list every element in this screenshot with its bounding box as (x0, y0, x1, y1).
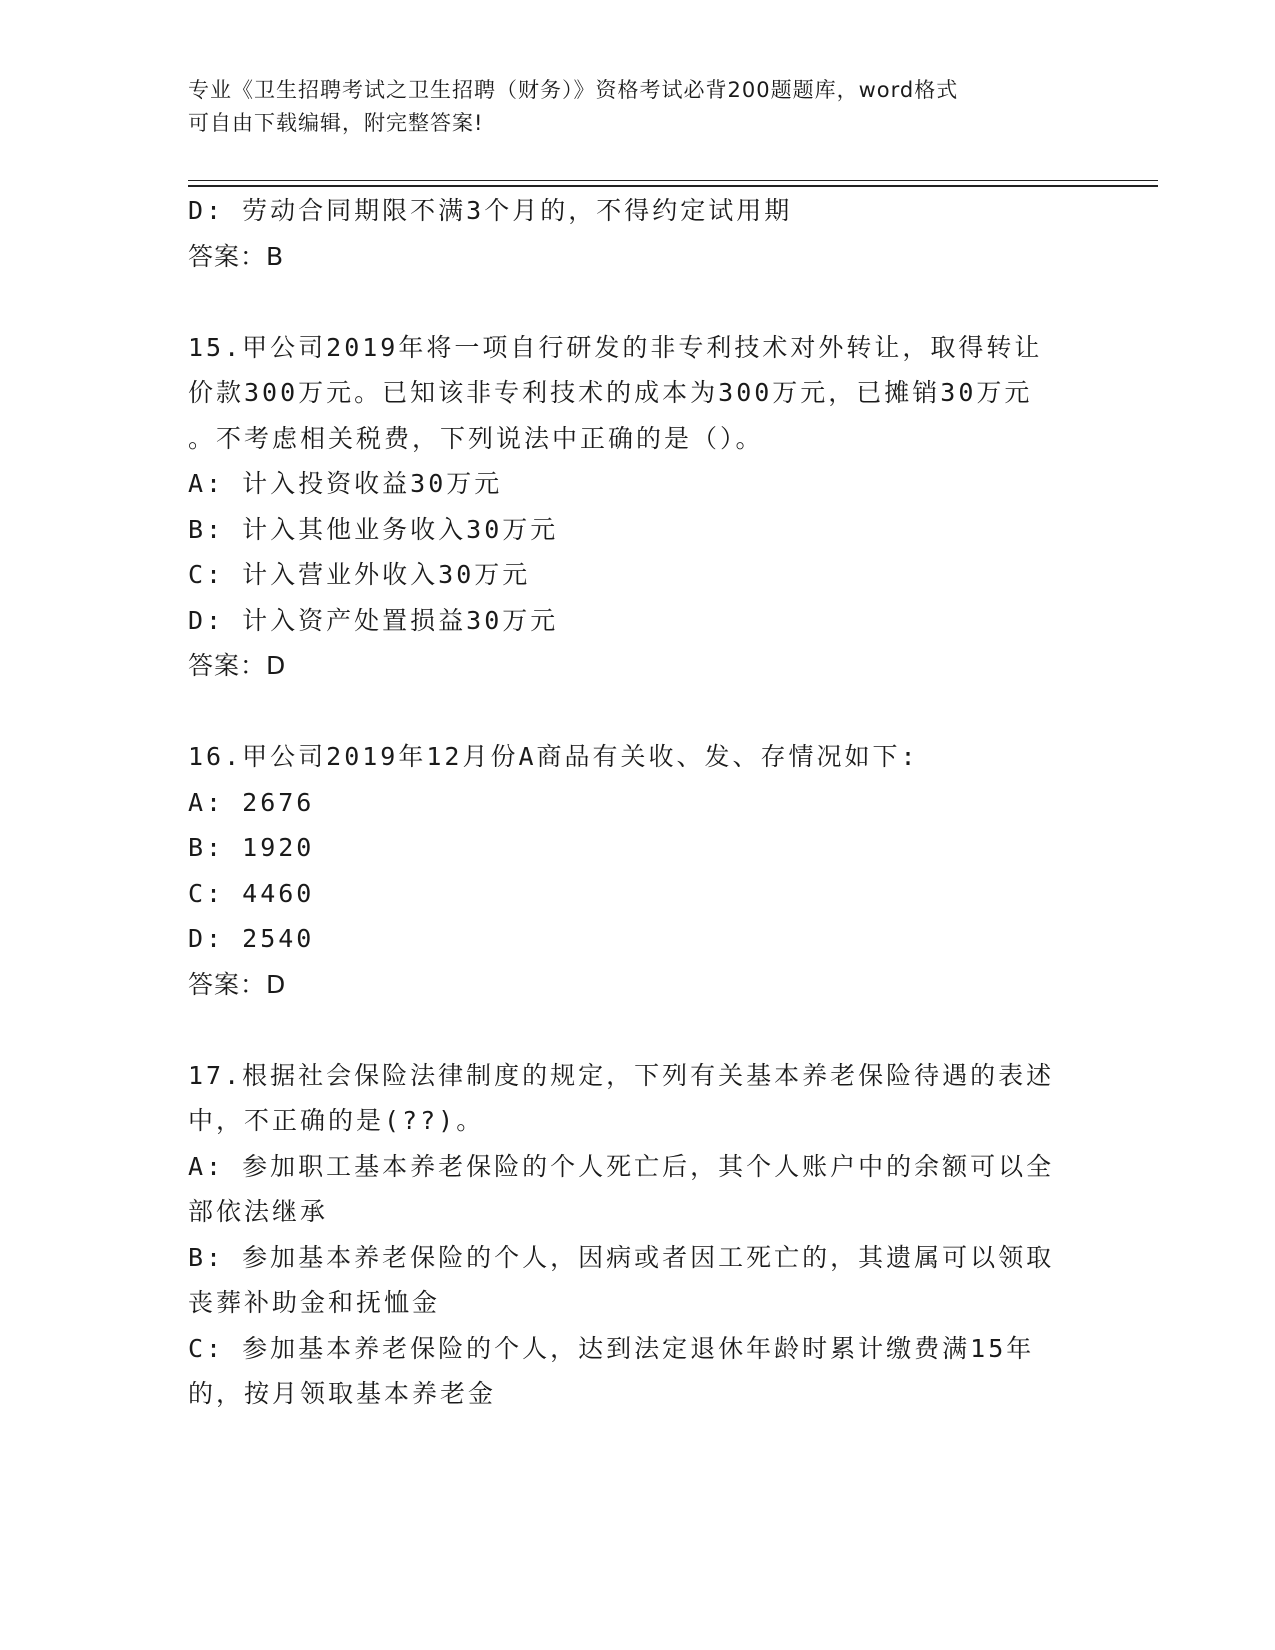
q16-option-d: D: 2540 (188, 924, 315, 953)
header-title-line-2: 可自由下载编辑，附完整答案! (188, 111, 484, 135)
header-divider-thin (188, 180, 1158, 181)
q17-option-c-line-1: C: 参加基本养老保险的个人，达到法定退休年龄时累计缴费满15年 (188, 1333, 1035, 1363)
q16-stem-line-1: 16.甲公司2019年12月份A商品有关收、发、存情况如下: (188, 742, 919, 771)
q17-option-a-line-1: A: 参加职工基本养老保险的个人死亡后，其个人账户中的余额可以全 (188, 1151, 1055, 1181)
document-header (188, 74, 1078, 140)
q17-stem-line-1: 17.根据社会保险法律制度的规定，下列有关基本养老保险待遇的表述 (188, 1060, 1055, 1090)
q15-option-c: C: 计入营业外收入30万元 (188, 560, 531, 589)
q16-answer: 答案：D (188, 969, 287, 999)
q15-option-b: B: 计入其他业务收入30万元 (188, 514, 559, 544)
question-17 (188, 1053, 1088, 1417)
q14-answer: 答案：B (188, 241, 285, 271)
q16-option-a: A: 2676 (188, 787, 315, 817)
spacer (188, 279, 1088, 325)
question-16 (188, 734, 1088, 1007)
header-title-line-1: 专业《卫生招聘考试之卫生招聘（财务）》资格考试必背200题题库，word格式 (188, 78, 959, 102)
q15-stem-line-1: 15.甲公司2019年将一项自行研发的非专利技术对外转让，取得转让 (188, 332, 1043, 362)
question-content (188, 188, 1088, 1417)
q15-option-a: A: 计入投资收益30万元 (188, 469, 503, 498)
q17-option-b-line-2: 丧葬补助金和抚恤金 (188, 1288, 441, 1317)
q17-option-b-line-1: B: 参加基本养老保险的个人，因病或者因工死亡的，其遗属可以领取 (188, 1242, 1055, 1272)
spacer (188, 689, 1088, 735)
q16-option-b: B: 1920 (188, 833, 315, 862)
q14-option-d: D: 劳动合同期限不满3个月的，不得约定试用期 (188, 196, 793, 225)
q17-option-c-line-2: 的，按月领取基本养老金 (188, 1379, 497, 1408)
header-divider-thick (188, 185, 1158, 187)
q16-option-c: C: 4460 (188, 878, 315, 908)
q15-answer: 答案：D (188, 651, 287, 680)
q17-option-a-line-2: 部依法继承 (188, 1197, 329, 1226)
q17-stem-line-2: 中，不正确的是(??)。 (188, 1106, 485, 1135)
spacer (188, 1007, 1088, 1053)
question-15 (188, 325, 1088, 689)
q15-stem-line-2: 价款300万元。已知该非专利技术的成本为300万元，已摊销30万元 (188, 378, 1033, 407)
q15-stem-line-3: 。不考虑相关税费，下列说法中正确的是（）。 (188, 423, 764, 453)
q15-option-d: D: 计入资产处置损益30万元 (188, 605, 559, 635)
